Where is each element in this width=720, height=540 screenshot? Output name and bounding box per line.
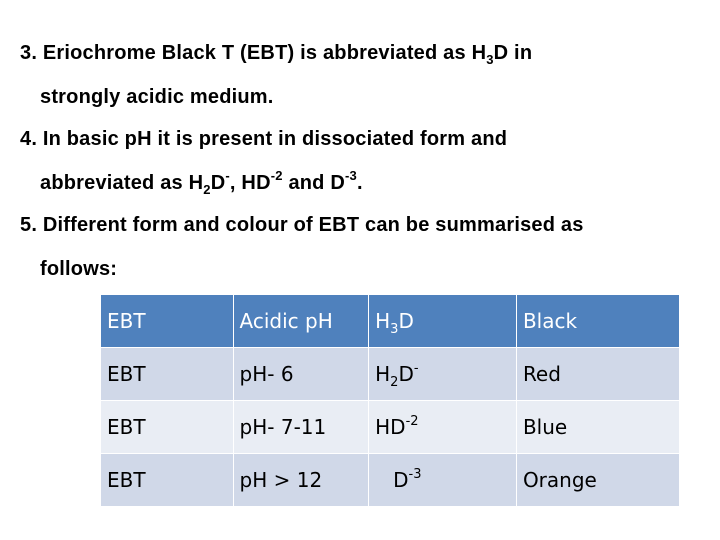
table-cell-formula: $H_3D$ <box>369 295 517 348</box>
ebt-forms-table <box>100 294 680 507</box>
table-cell: EBT <box>101 401 234 454</box>
point-4: 4. In basic pH it is present in dissociated form and <box>20 128 508 150</box>
point-3: 3. Eriochrome Black T (EBT) is abbreviated as $H_3D$ in <box>20 42 533 67</box>
table-cell: EBT <box>101 454 234 507</box>
table-cell-formula: $D^{-3}$ <box>369 454 517 507</box>
table-row <box>101 401 680 454</box>
table-row <box>101 454 680 507</box>
table-cell: Orange <box>516 454 679 507</box>
table-cell-formula: $H_2D^-$ <box>369 348 517 401</box>
table-cell: Black <box>516 295 679 348</box>
point-4-continued: abbreviated as $H_2D^-$, $HD^{-2}$ and $D^{-3}$. <box>40 168 363 197</box>
table-cell: pH > 12 <box>233 454 369 507</box>
table-row <box>101 295 680 348</box>
table-cell: Acidic pH <box>233 295 369 348</box>
table-cell: pH- 7-11 <box>233 401 369 454</box>
table-row <box>101 348 680 401</box>
table-cell: Red <box>516 348 679 401</box>
point-5-continued: follows: <box>40 258 118 280</box>
point-3-continued: strongly acidic medium. <box>40 86 274 108</box>
table-cell: pH- 6 <box>233 348 369 401</box>
table-cell: Blue <box>516 401 679 454</box>
table-cell: EBT <box>101 295 234 348</box>
table-cell-formula: $HD^{-2}$ <box>369 401 517 454</box>
table-cell: EBT <box>101 348 234 401</box>
point-5: 5. Different form and colour of EBT can be summarised as <box>20 214 584 236</box>
